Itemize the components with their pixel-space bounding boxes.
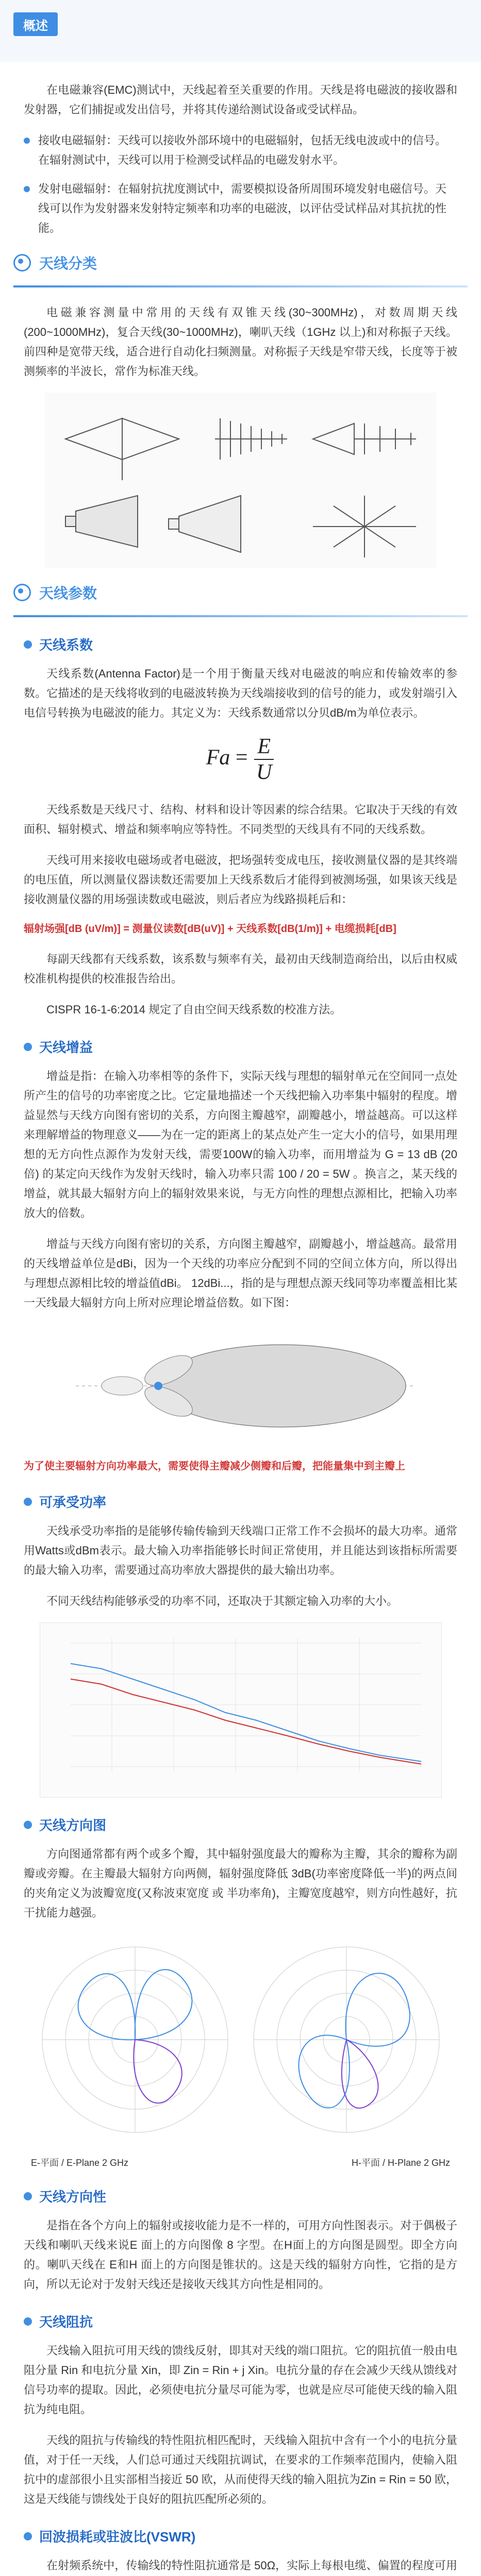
intro-bullet-receive bbox=[24, 131, 457, 170]
pattern-paragraph-1: 方向图通常都有两个或多个瓣，其中辐射强度最大的瓣称为主瓣，其余的瓣称为副瓣或旁瓣。在主瓣最大辐射方向两侧，辐射强度降低 3dB(功率密度降低一半)的两点间的夹角定义为波瓣宽度(又称波束宽度 或 半功率角)，主瓣宽度越窄，则方向性越好，抗干扰能力越强。 bbox=[24, 1848, 457, 1919]
factor-paragraph-3: 天线可用来接收电磁场或者电磁波，把场强转变成电压，接收测量仪器的是其终端的电压值，所以测量仪器读数还需要加上天线系数后才能得到被测场强，如果该天线是接收测量仪器的用场强读数或电磁波，则后者应为线路损耗后和： bbox=[24, 854, 457, 906]
power-paragraph-2: 不同天线结构能够承受的功率不同，还取决于其额定输入功率的大小。 bbox=[46, 1595, 399, 1607]
section-marker-icon bbox=[13, 254, 31, 272]
return-loss-paragraph-1: 在射频系统中，传输线的特性阻抗通常是 50Ω，实际上每根电缆、偏置的程度可用 bbox=[46, 2559, 457, 2572]
subtitle-dot-icon bbox=[24, 2192, 32, 2200]
antenna-factor-formula: Fa = $\frac{E}{U}$ bbox=[0, 734, 481, 785]
subtitle-text: 天线系数 bbox=[39, 637, 93, 653]
formula-numerator: E bbox=[254, 734, 274, 760]
field-strength-equation: 辐射场强[dB (uV/m)] = 测量仪读数[dB(uV)] + 天线系数[dB(1/m)] + 电缆损耗[dB] bbox=[24, 923, 396, 935]
factor-paragraph-4: 每副天线都有天线系数，该系数与频率有关，最初由天线制造商给出，以后由权威校准机构提供的校准报告给出。 bbox=[24, 953, 457, 985]
section-marker-icon bbox=[13, 584, 31, 601]
impedance-paragraph-1: 天线输入阻抗可用天线的馈线反射，即其对天线的端口阻抗。它的阻抗值一般由电阻分量 Rin 和电抗分量 Xin，即 Zin = Rin + j Xin。电抗分量的存在会减少天线从馈线对信号功率的提取。因此，必须使电抗分量尽可能为零，也就是应尽可能使天线的输入阻抗为纯电阻。 bbox=[24, 2344, 457, 2416]
pattern-captions bbox=[31, 2156, 450, 2169]
main-lobe-shape bbox=[158, 1345, 406, 1427]
section-divider bbox=[13, 615, 468, 617]
subtitle-directivity bbox=[24, 2187, 457, 2206]
subtitle-impedance bbox=[24, 2312, 457, 2331]
subtitle-dot-icon bbox=[24, 1821, 32, 1829]
subtitle-text: 回波损耗或驻波比(VSWR) bbox=[39, 2529, 196, 2545]
radiation-pattern-plots bbox=[29, 1934, 452, 2145]
subtitle-dot-icon bbox=[24, 2317, 32, 2326]
power-paragraph-1: 天线承受功率指的是能够传输传输到天线端口正常工作不会损坏的最大功率。通常用Watts或dBm表示。最大输入功率指能够长时间正常使用，并且能达到该指标所需要的最大输入功率，需要通过高功率放大器提供的最大输出功率。 bbox=[24, 1524, 457, 1577]
subtitle-power bbox=[24, 1492, 457, 1511]
h-plane-caption: H-平面 / H-Plane 2 GHz bbox=[351, 2158, 450, 2168]
factor-paragraph-1: 天线系数(Antenna Factor)是一个用于衡量天线对电磁波的响应和传输效率的参数。它描述的是天线将收到的电磁波转换为天线端接收到的信号的能力，或发射端引入电信号转换为电磁波的能力。其定义为：天线系数通常以分贝dB/m为单位表示。 bbox=[24, 667, 457, 719]
section-title-types bbox=[13, 252, 481, 273]
factor-paragraph-2: 天线系数是天线尺寸、结构、材料和设计等因素的综合结果。它取决于天线的有效面积、辐射模式、增益和频率响应等特性。不同类型的天线具有不同的天线系数。 bbox=[24, 803, 457, 836]
directivity-paragraph: 是指在各个方向上的辐射或接收能力是不一样的，可用方向性图表示。对于偶极子天线和喇叭天线来说E 面上的方向图像 8 字型。在H面上的方向图是圆型。即全方向的。喇叭天线在 E和H 面上的方向图是锥状的。这是天线的辐射方向性，它指的是方向，所以无论对于发射天线还是接收天线其方向性是相同的。 bbox=[24, 2219, 457, 2291]
section-title-params bbox=[13, 582, 481, 603]
header-banner bbox=[0, 0, 481, 62]
subtitle-return-loss bbox=[24, 2527, 457, 2546]
subtitle-dot-icon bbox=[24, 640, 32, 649]
section-divider bbox=[13, 285, 468, 287]
subtitle-gain bbox=[24, 1037, 457, 1056]
section-title-text: 天线参数 bbox=[39, 585, 97, 601]
subtitle-text: 天线方向性 bbox=[39, 2189, 107, 2205]
back-lobe-shape bbox=[102, 1377, 143, 1395]
overview-tag: 概述 bbox=[13, 12, 58, 36]
gain-paragraph-1: 增益是指：在输入功率相等的条件下，实际天线与理想的辐射单元在空间同一点处所产生的信号的功率密度之比。它定量地描述一个天线把输入功率集中辐射的程度。增益显然与天线方向图有密切的关系，方向图主瓣越窄，副瓣越小，增益越高。可以这样来理解增益的物理意义——为在一定的距离上的某点处产生一定大小的信号，如果用理想的无方向性点源作为发射天线，需要100W的输入功率，而用增益为 G = 13 dB (20倍) 的某定向天线作为发射天线时，输入功率只需 100 / 20 = 5W 。换言之，某天线的增益，就其最大辐射方向上的辐射效果来说，与无方向性的理想点源相比，把输入功率放大的倍数。 bbox=[24, 1070, 457, 1219]
subtitle-text: 天线增益 bbox=[39, 1040, 93, 1055]
power-frequency-graph bbox=[40, 1622, 442, 1798]
formula-fraction bbox=[253, 734, 275, 785]
intro-paragraph: 在电磁兼容(EMC)测试中，天线起着至关重要的作用。天线是将电磁波的接收器和发射器，它们捕捉或发出信号，并将其传递给测试设备或受试样品。 bbox=[24, 83, 457, 116]
impedance-paragraph-2: 天线的阻抗与传输线的特性阻抗相匹配时，天线输入阻抗中含有一个小的电抗分量值，对于任一天线，人们总可通过天线阻抗调试，在要求的工作频率范围内，使输入阻抗中的虚部很小且实部相当接近 50 欧，从而使得天线的输入阻抗为Zin = Rin = 50 欧，这是天线能与馈线处于良好的阻抗匹配所必须的。 bbox=[24, 2434, 457, 2505]
e-plane-caption: E-平面 / E-Plane 2 GHz bbox=[31, 2158, 129, 2168]
bullet-dot-icon bbox=[24, 186, 30, 192]
antenna-point-icon bbox=[154, 1382, 162, 1390]
subtitle-dot-icon bbox=[24, 2532, 32, 2540]
subtitle-dot-icon bbox=[24, 1043, 32, 1051]
types-paragraph: 电磁兼容测量中常用的天线有双锥天线(30~300MHz)，对数周期天线(200~1000MHz)，复合天线(30~1000MHz)，喇叭天线（1GHz 以上)和对称振子天线。前四种是宽带天线，适合进行自动化扫频测量。对称振子天线是窄带天线，长度等于被测频率的半波长，常作为标准天线。 bbox=[24, 306, 457, 378]
bullet-text: 接收电磁辐射：天线可以接收外部环境中的电磁辐射，包括无线电波或中的信号。在辐射测试中，天线可以用于检测受试样品的电磁发射水平。 bbox=[38, 134, 447, 166]
intro-bullet-emit bbox=[24, 179, 457, 238]
formula-lhs: Fa bbox=[206, 745, 230, 770]
section-title-text: 天线分类 bbox=[39, 256, 97, 272]
gain-caption: 为了使主要辐射方向功率最大，需要使得主瓣减少侧瓣和后瓣，把能量集中到主瓣上 bbox=[24, 1461, 405, 1472]
bullet-dot-icon bbox=[24, 138, 30, 144]
subtitle-text: 可承受功率 bbox=[39, 1495, 107, 1510]
bullet-text: 发射电磁辐射：在辐射抗扰度测试中，需要模拟设备所周围环境发射电磁信号。天线可以作为发射器来发射特定频率和功率的电磁波，以评估受试样品对其抗扰的性能。 bbox=[38, 182, 447, 234]
formula-denominator: U bbox=[256, 760, 272, 784]
gain-paragraph-2: 增益与天线方向图有密切的关系，方向图主瓣越窄，副瓣越小，增益越高。最常用的天线增益单位是dBi，因为一个天线的功率应分配到不同的空间立体方向，所以得出与理想点源相比较的增益值dBi。 12dBi...，指的是与理想点源天线同等功率覆盖相比某一天线最大辐射方向上所对应理论增益倍数。如下图： bbox=[24, 1238, 457, 1309]
subtitle-antenna-factor bbox=[24, 635, 457, 654]
subtitle-dot-icon bbox=[24, 1498, 32, 1506]
antenna-types-illustration bbox=[45, 393, 437, 568]
factor-paragraph-5: CISPR 16-1-6:2014 规定了自由空间天线系数的校准方法。 bbox=[46, 1003, 342, 1016]
subtitle-text: 天线方向图 bbox=[39, 1818, 107, 1833]
subtitle-text: 天线阻抗 bbox=[39, 2314, 93, 2330]
gain-lobe-illustration bbox=[55, 1324, 426, 1448]
subtitle-pattern bbox=[24, 1815, 457, 1834]
